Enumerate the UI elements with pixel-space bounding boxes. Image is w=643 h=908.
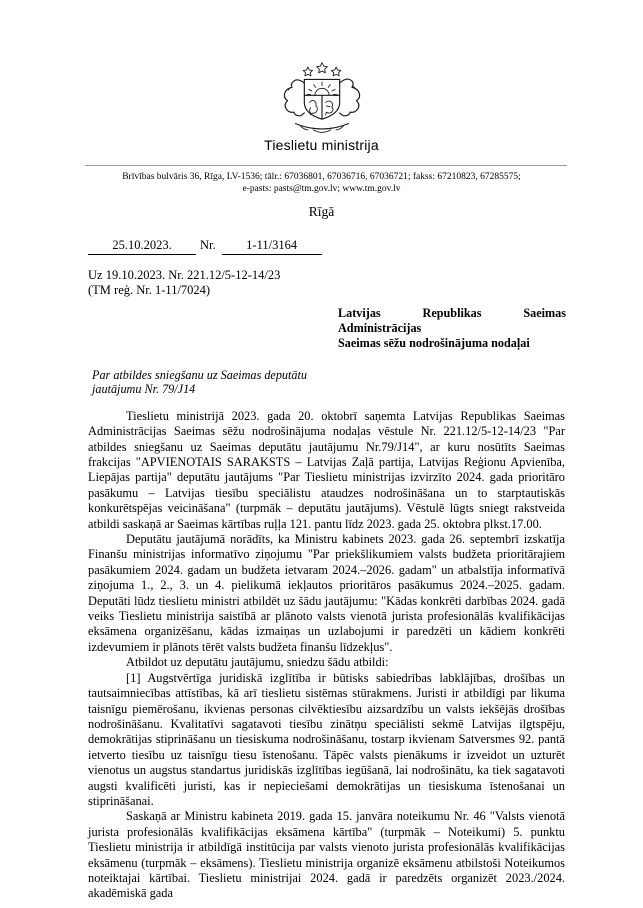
recipient-line-1: Latvijas Republikas Saeimas Administrācijas [338,306,566,336]
letter-date: 25.10.2023. [88,238,196,255]
letterhead-divider [85,165,567,166]
subject-line-1: Par atbildes sniegšanu uz Saeimas deputātu [92,367,307,382]
subject-block [92,368,643,397]
recipient-line-2: Saeimas sēžu nodrošinājuma nodaļai [338,336,530,351]
registration-number: (TM reģ. Nr. 1-11/7024) [88,283,211,297]
letterhead [0,60,643,220]
subject-line-2: jautājumu Nr. 79/J14 [92,382,196,397]
address-line-1: Brīvības bulvāris 36, Rīga, LV-1536; tālr.: 67036801, 67036716, 67036721; fakss: 67210823, 67285575; [122,172,521,182]
letter-body [88,409,565,902]
reply-reference [88,268,643,298]
recipient-block [338,306,566,352]
reply-to-line: Uz 19.10.2023. Nr. 221.12/5-12-14/23 [88,268,281,282]
ministry-address [0,172,643,195]
letter-number: 1-11/3164 [222,238,322,255]
ministry-name: Tieslietu ministrija [264,137,379,153]
address-line-2: e-pasts: pasts@tm.gov.lv; www.tm.gov.lv [242,183,401,194]
paragraph: Tieslietu ministrijā 2023. gada 20. oktobrī saņemta Latvijas Republikas Saeimas Administrācijas Saeimas sēžu nodrošinājuma nodaļas vēstule Nr. 221.12/5-12-14/23 "Par atbildes sniegšanu uz Saeimas deputātu jautājumu Nr.79/J14", ar kuru nosūtīts Saeimas frakcijas "APVIENOTAIS SARAKSTS – Latvijas Zaļā partija, Latvijas Reģionu Apvienība, Liepājas partija" deputātu jautājums "Par Tieslietu ministrijas izvirzīto 2024. gada prioritāro pasākumu – Latvijas tiesību speciālistu ataudzes nodrošināšana un to starptautiskās konkurētspējas veicināšana" (turpmāk – deputātu jautājums). Vēstulē lūgts sniegt rakstveida atbildi saskaņā ar Saeimas kārtības ruļļa 121. pantu līdz 2023. gada 25. oktobra plkst.17.00. [88,408,565,531]
paragraph: Atbildot uz deputātu jautājumu, sniedzu šādu atbildi: [126,655,389,670]
paragraph: Deputātu jautājumā norādīts, ka Ministru kabinets 2023. gada 26. septembrī izskatīja Finanšu ministrijas informatīvo ziņojumu "Par priekšlikumiem valsts budžeta prioritārajiem pasākumiem 2024. gadam un budžeta ietvaram 2024.–2026. gadam" un atbalstīja informatīvā ziņojuma 1., 2., 3. un 4. pielikumā iekļautos prioritāros pasākumus 2024.–2025. gadam. Deputāti lūdz tieslietu ministri atbildēt uz šādu jautājumu: "Kādas konkrēti darbības 2024. gadā veiks Tieslietu ministrija saistībā ar plānoto valsts vienotā jurista profesionālās kvalifikācijas eksāmena organizēšanu, kādas izmaiņas un uzlabojumi ir paredzēti un kādiem konkrēti izdevumiem ir plānots tērēt valsts budžeta finanšu līdzekļus". [88,532,565,654]
latvia-coat-of-arms-icon [269,60,375,136]
paragraph: [1] Augstvērtīga juridiskā izglītība ir būtisks sabiedrības labklājības, drošības un tautsaimniecības attīstības, kā arī tieslietu sistēmas stūrakmens. Juristi ir atbildīgi par likuma taisnīgu piemērošanu, ikvienas personas cilvēktiesību aizsardzību un valsts iekšējās drošības nodrošināšanu. Kvalitatīvi sagatavoti tiesību zinātņu speciālisti sekmē Latvijas ilgtspēju, demokrātijas stiprināšanu un tiesiskuma nodrošināšanu, tostarp ikvienam Satversmes 92. pantā ietverto tiesību uz taisnīgu tiesu īstenošanu. Tāpēc valsts pienākums ir izveidot un uzturēt vienotus un augstus standartus juridiskās izglītības iegūšanā, lai nodrošinātu, ka tiek sagatavoti augsti kvalificēti juristi, kas ir nepieciešami demokrātijas un tiesiskuma īstenošanai un stiprināšanai. [88,670,565,808]
reference-row [88,238,643,255]
city-label: Rīgā [308,204,335,219]
nr-label: Nr. [200,238,216,252]
paragraph: Saskaņā ar Ministru kabineta 2019. gada 15. janvāra noteikumu Nr. 46 "Valsts vienotā jurista profesionālās kvalifikācijas eksāmena kārtība" (turpmāk – Noteikumi) 5. punktu Tieslietu ministrija ir atbildīgā institūcija par valsts vienoto jurista profesionālās kvalifikācijas eksāmenu (turpmāk – eksāmens). Tieslietu ministrija organizē eksāmenu atbilstoši Noteikumos noteiktajai kārtībai. Tieslietu ministrijai 2024. gadā ir paredzēts organizēt 2023./2024. akadēmiskā gada [88,809,565,901]
